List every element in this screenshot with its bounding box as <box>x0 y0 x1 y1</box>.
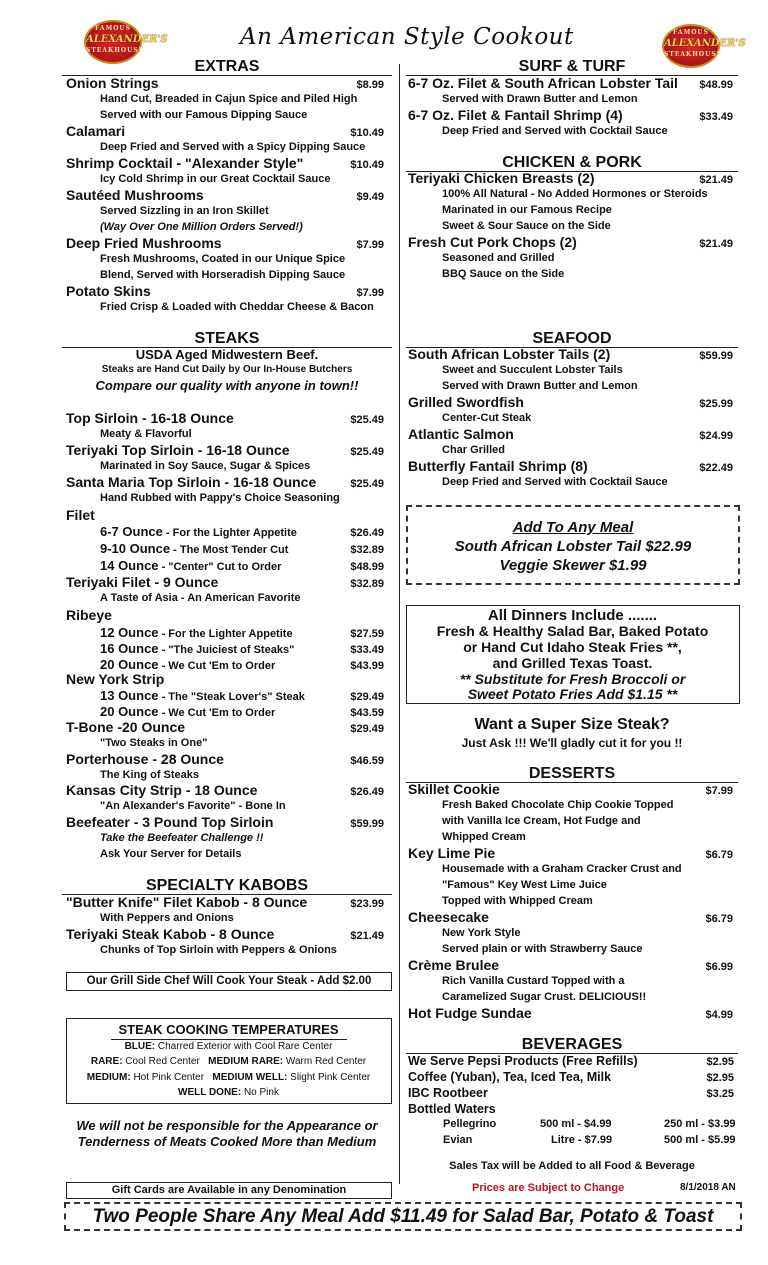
size-note: - For the Lighter Appetite <box>158 628 293 640</box>
add-to-meal-lobster: South African Lobster Tail $22.99 <box>454 538 692 555</box>
item-name: Grilled Swordfish <box>408 394 524 410</box>
item-desc: 100% All Natural - No Added Hormones or Steroids <box>442 188 708 200</box>
item-desc: Housemade with a Graham Cracker Crust and <box>442 863 682 875</box>
item-name: Potato Skins <box>66 283 151 299</box>
item-name: Onion Strings <box>66 75 159 91</box>
item-name: We Serve Pepsi Products (Free Refills) <box>408 1054 638 1068</box>
item-price: $27.59 <box>350 628 384 640</box>
item-price: $26.49 <box>350 786 384 798</box>
temp-label: MEDIUM: <box>86 1072 131 1083</box>
item-price: $33.49 <box>350 644 384 656</box>
super-size-sub: Just Ask !!! We'll gladly cut it for you !! <box>461 736 683 750</box>
dinners-line: or Hand Cut Idaho Steak Fries **, <box>463 639 682 655</box>
steak-item <box>66 782 384 798</box>
item-desc: "An Alexander's Favorite" - Bone In <box>100 800 286 812</box>
seafood-item <box>408 394 733 410</box>
item-price: $33.49 <box>699 111 733 123</box>
size-label: 14 Ounce <box>100 558 159 573</box>
item-price: $25.49 <box>350 446 384 458</box>
item-desc: Served with our Famous Dipping Sauce <box>100 109 308 121</box>
page-title: An American Style Cookout <box>240 24 574 50</box>
item-name: 6-7 Oz. Filet & Fantail Shrimp (4) <box>408 107 623 123</box>
item-desc: Topped with Whipped Cream <box>442 895 593 907</box>
grill-note-box <box>66 972 392 991</box>
logo-name-text: ALEXANDER'S <box>86 34 168 45</box>
seafood-item <box>408 426 733 442</box>
item-desc: Seasoned and Grilled <box>442 252 555 264</box>
dinners-line: Fresh & Healthy Salad Bar, Baked Potato <box>436 623 709 639</box>
dinners-substitute: ** Substitute for Fresh Broccoli or <box>459 671 686 687</box>
item-name: Porterhouse - 28 Ounce <box>66 751 224 767</box>
temp-label: WELL DONE: <box>178 1087 242 1098</box>
item-name: Santa Maria Top Sirloin - 16-18 Ounce <box>66 474 317 490</box>
dinners-line: and Grilled Texas Toast. <box>492 655 653 671</box>
seafood-heading: SEAFOOD <box>532 330 612 347</box>
item-name: T-Bone -20 Ounce <box>66 719 186 735</box>
item-name: Top Sirloin - 16-18 Ounce <box>66 410 234 426</box>
item-desc: With Peppers and Onions <box>100 912 234 924</box>
item-desc: Sweet & Sour Sauce on the Side <box>442 220 611 232</box>
item-name: Calamari <box>66 123 126 139</box>
filet-size <box>100 557 384 575</box>
item-price: $59.99 <box>350 818 384 830</box>
extras-item <box>66 75 384 91</box>
prices-note: Prices are Subject to Change <box>472 1182 625 1194</box>
water-price: 500 ml - $5.99 <box>664 1134 736 1146</box>
item-desc: Whipped Cream <box>442 831 526 843</box>
item-name: South African Lobster Tails (2) <box>408 346 611 362</box>
extras-item <box>66 123 384 139</box>
dessert-item <box>408 909 733 925</box>
item-desc: Chunks of Top Sirloin with Peppers & Onions <box>100 944 337 956</box>
item-price: $25.49 <box>350 414 384 426</box>
temp-desc: Warm Red Center <box>283 1056 367 1067</box>
item-desc: Deep Fried and Served with a Spicy Dipping Sauce <box>100 141 366 153</box>
item-name: Kansas City Strip - 18 Ounce <box>66 782 258 798</box>
size-note: - "The Juiciest of Steaks" <box>158 644 295 656</box>
item-price: $24.99 <box>699 430 733 442</box>
steaks-heading: STEAKS <box>194 330 260 347</box>
temp-desc: No Pink <box>241 1087 279 1098</box>
dinners-include-box <box>406 605 740 704</box>
item-price: $9.49 <box>356 191 384 203</box>
temp-label: RARE: <box>90 1056 123 1067</box>
beverage-item <box>408 1054 734 1068</box>
item-price: $43.99 <box>350 660 384 672</box>
item-desc: Sweet and Succulent Lobster Tails <box>442 364 623 376</box>
size-label: 12 Ounce <box>100 625 159 640</box>
logo-bottom-text: STEAKHOUSE <box>86 47 145 54</box>
extras-heading: EXTRAS <box>194 58 260 75</box>
grill-note: Our Grill Side Chef Will Cook Your Steak - Add $2.00 <box>86 975 372 987</box>
item-desc: BBQ Sauce on the Side <box>442 268 565 280</box>
gift-card-box <box>66 1182 392 1199</box>
water-name: Pellegrino <box>443 1118 497 1130</box>
item-name: 6-7 Oz. Filet & South African Lobster Tail <box>408 75 678 91</box>
item-name: Beefeater - 3 Pound Top Sirloin <box>66 814 274 830</box>
item-price: $6.79 <box>705 849 733 861</box>
temps-heading: STEAK COOKING TEMPERATURES <box>118 1022 339 1037</box>
item-desc: Fresh Baked Chocolate Chip Cookie Topped <box>442 799 674 811</box>
size-note: - "Center" Cut to Order <box>158 561 282 573</box>
item-desc: Hand Rubbed with Pappy's Choice Seasoning <box>100 492 340 504</box>
item-price: $10.49 <box>350 127 384 139</box>
size-label: 16 Ounce <box>100 641 159 656</box>
item-name: Teriyaki Steak Kabob - 8 Ounce <box>66 926 275 942</box>
kabobs-heading: SPECIALTY KABOBS <box>145 877 309 894</box>
item-price: $32.89 <box>350 544 384 556</box>
disclaimer-line: We will not be responsible for the Appearance or <box>76 1118 378 1133</box>
item-desc: Rich Vanilla Custard Topped with a <box>442 975 625 987</box>
item-name: Skillet Cookie <box>408 781 500 797</box>
item-price: $21.49 <box>350 930 384 942</box>
item-desc: Caramelized Sugar Crust. DELICIOUS!! <box>442 991 647 1003</box>
item-price: $29.49 <box>350 691 384 703</box>
dinners-line: All Dinners Include ....... <box>487 607 658 624</box>
bottled-waters-heading: Bottled Waters <box>408 1102 496 1116</box>
item-price: $2.95 <box>706 1056 734 1068</box>
beverage-item <box>408 1070 734 1084</box>
item-desc: Char Grilled <box>442 444 505 456</box>
water-price: 250 ml - $3.99 <box>664 1118 736 1130</box>
item-desc: "Famous" Key West Lime Juice <box>442 879 607 891</box>
item-desc: Served Sizzling in an Iron Skillet <box>100 205 269 217</box>
logo-name-text: ALEXANDER'S <box>664 38 746 49</box>
item-desc: Served with Drawn Butter and Lemon <box>442 93 638 105</box>
kabob-item <box>66 894 384 910</box>
item-note: Take the Beefeater Challenge !! <box>100 832 264 844</box>
temps-box <box>66 1018 392 1104</box>
item-desc: Ask Your Server for Details <box>100 848 242 860</box>
temp-label: MEDIUM RARE: <box>208 1056 284 1067</box>
item-name: Crème Brulee <box>408 957 500 973</box>
steaks-intro-sub: Steaks are Hand Cut Daily by Our In-House Butchers <box>101 364 353 375</box>
steak-item <box>66 719 384 735</box>
item-price: $48.99 <box>350 561 384 573</box>
size-label: 6-7 Ounce <box>100 524 163 539</box>
size-note: - The "Steak Lover's" Steak <box>158 691 305 703</box>
item-price: $32.89 <box>350 578 384 590</box>
beverage-item <box>408 1086 734 1100</box>
size-label: 9-10 Ounce <box>100 541 171 556</box>
item-desc: Center-Cut Steak <box>442 412 532 424</box>
temp-blue <box>67 1041 390 1052</box>
size-note: - For the Lighter Appetite <box>162 527 297 539</box>
item-price: $21.49 <box>699 238 733 250</box>
logo-top-text: FAMOUS <box>673 29 709 36</box>
share-banner-text: Two People Share Any Meal Add $11.49 for Salad Bar, Potato & Toast <box>92 1206 714 1227</box>
item-price: $25.99 <box>699 398 733 410</box>
item-desc: New York Style <box>442 927 521 939</box>
extras-item <box>66 187 384 203</box>
add-to-meal-veggie: Veggie Skewer $1.99 <box>499 557 647 574</box>
seafood-item <box>408 458 733 474</box>
item-price: $7.99 <box>705 785 733 797</box>
temp-desc: Hot Pink Center <box>130 1072 205 1083</box>
dinners-substitute: Sweet Potato Fries Add $1.15 ** <box>467 686 678 702</box>
item-price: $48.99 <box>699 79 733 91</box>
water-price: 500 ml - $4.99 <box>540 1118 612 1130</box>
chicken-item <box>408 170 733 186</box>
temp-rare-mrare <box>67 1056 390 1067</box>
dessert-item <box>408 957 733 973</box>
item-name: Teriyaki Filet - 9 Ounce <box>66 574 219 590</box>
surf-turf-item <box>408 75 733 91</box>
temp-desc: Cool Red Center <box>122 1056 200 1067</box>
size-note: - We Cut 'Em to Order <box>158 660 276 672</box>
dessert-item <box>408 845 733 861</box>
steaks-intro: USDA Aged Midwestern Beef. <box>135 347 319 362</box>
temp-desc: Slight Pink Center <box>287 1072 371 1083</box>
item-desc: Hand Cut, Breaded in Cajun Spice and Piled High <box>100 93 358 105</box>
temp-label: BLUE: <box>124 1041 156 1052</box>
steak-item <box>66 474 384 490</box>
item-name: Cheesecake <box>408 909 489 925</box>
add-to-meal-title: Add To Any Meal <box>512 519 634 536</box>
filet-size <box>100 523 384 541</box>
item-price: $8.99 <box>356 79 384 91</box>
item-desc: Meaty & Flavorful <box>100 428 192 440</box>
steaks-tagline: Compare our quality with anyone in town!! <box>95 378 359 393</box>
item-desc: Fried Crisp & Loaded with Cheddar Cheese & Bacon <box>100 301 374 313</box>
item-price: $6.99 <box>705 961 733 973</box>
size-label: 20 Ounce <box>100 657 159 672</box>
item-name: Shrimp Cocktail - "Alexander Style" <box>66 155 304 171</box>
filet-size <box>100 540 384 558</box>
item-name: Fresh Cut Pork Chops (2) <box>408 234 577 250</box>
size-label: 20 Ounce <box>100 704 159 719</box>
steak-item <box>66 814 384 830</box>
item-price: $3.25 <box>706 1088 734 1100</box>
dessert-item <box>408 1005 733 1021</box>
item-price: $26.49 <box>350 527 384 539</box>
extras-item <box>66 235 384 251</box>
item-name: Sautéed Mushrooms <box>66 187 204 203</box>
item-desc: Fresh Mushrooms, Coated in our Unique Spice <box>100 253 346 265</box>
item-name: IBC Rootbeer <box>408 1086 488 1100</box>
extras-item <box>66 283 384 299</box>
gift-card-note: Gift Cards are Available in any Denomination <box>111 1184 347 1196</box>
column-divider <box>399 64 400 1184</box>
water-name: Evian <box>443 1134 473 1146</box>
item-price: $59.99 <box>699 350 733 362</box>
item-desc: Deep Fried and Served with Cocktail Sauce <box>442 476 668 488</box>
item-name: Teriyaki Chicken Breasts (2) <box>408 170 595 186</box>
item-desc: Deep Fried and Served with Cocktail Sauce <box>442 125 668 137</box>
item-desc: Marinated in Soy Sauce, Sugar & Spices <box>100 460 311 472</box>
temp-medium-mwell <box>67 1072 390 1083</box>
item-price: $43.59 <box>350 707 384 719</box>
item-price: $46.59 <box>350 755 384 767</box>
steak-item <box>66 574 384 590</box>
item-desc: Icy Cold Shrimp in our Great Cocktail Sauce <box>100 173 331 185</box>
item-desc: Served with Drawn Butter and Lemon <box>442 380 638 392</box>
seafood-item <box>408 346 733 362</box>
item-name: Key Lime Pie <box>408 845 496 861</box>
size-note: - We Cut 'Em to Order <box>158 707 276 719</box>
sales-tax-note: Sales Tax will be Added to all Food & Beverage <box>449 1160 695 1172</box>
item-name: Atlantic Salmon <box>408 426 514 442</box>
add-to-meal-box <box>406 505 740 585</box>
temp-desc: Charred Exterior with Cool Rare Center <box>155 1041 333 1052</box>
item-price: $10.49 <box>350 159 384 171</box>
item-price: $6.79 <box>705 913 733 925</box>
surf-turf-item <box>408 107 733 123</box>
item-desc: with Vanilla Ice Cream, Hot Fudge and <box>442 815 641 827</box>
steak-item <box>66 442 384 458</box>
chicken-pork-heading: CHICKEN & PORK <box>502 154 642 171</box>
item-desc: Served plain or with Strawberry Sauce <box>442 943 643 955</box>
steak-item <box>66 410 384 426</box>
logo-top-text: FAMOUS <box>95 25 131 32</box>
beverages-heading: BEVERAGES <box>521 1036 623 1053</box>
extras-item <box>66 155 384 171</box>
temps-rule <box>111 1039 347 1040</box>
share-banner <box>64 1202 742 1231</box>
item-price: $29.49 <box>350 723 384 735</box>
item-price: $23.99 <box>350 898 384 910</box>
surf-turf-heading: SURF & TURF <box>518 58 626 75</box>
dessert-item <box>408 781 733 797</box>
menu-date: 8/1/2018 AN <box>680 1182 736 1193</box>
item-desc: Marinated in our Famous Recipe <box>442 204 612 216</box>
item-desc: A Taste of Asia - An American Favorite <box>100 592 301 604</box>
item-name: Hot Fudge Sundae <box>408 1005 532 1021</box>
item-price: $4.99 <box>705 1009 733 1021</box>
item-price: $21.49 <box>699 174 733 186</box>
desserts-heading: DESSERTS <box>528 765 616 782</box>
item-price: $25.49 <box>350 478 384 490</box>
item-note: (Way Over One Million Orders Served!) <box>100 221 303 233</box>
item-desc: "Two Steaks in One" <box>100 737 208 749</box>
item-name: "Butter Knife" Filet Kabob - 8 Ounce <box>66 894 308 910</box>
item-name: Coffee (Yuban), Tea, Iced Tea, Milk <box>408 1070 612 1084</box>
steak-item <box>66 751 384 767</box>
disclaimer-line: Tenderness of Meats Cooked More than Medium <box>77 1134 377 1149</box>
water-price: Litre - $7.99 <box>551 1134 613 1146</box>
temp-well <box>67 1087 390 1098</box>
item-price: $7.99 <box>356 239 384 251</box>
item-price: $7.99 <box>356 287 384 299</box>
item-price: $22.49 <box>699 462 733 474</box>
temp-label: MEDIUM WELL: <box>212 1072 288 1083</box>
size-note: - The Most Tender Cut <box>170 544 289 556</box>
size-label: 13 Ounce <box>100 688 159 703</box>
item-desc: Blend, Served with Horseradish Dipping Sauce <box>100 269 346 281</box>
kabob-item <box>66 926 384 942</box>
super-size-title: Want a Super Size Steak? <box>474 716 670 733</box>
item-name: Teriyaki Top Sirloin - 16-18 Ounce <box>66 442 290 458</box>
ribeye-heading: Ribeye <box>66 607 112 623</box>
filet-heading: Filet <box>66 507 95 523</box>
item-name: Deep Fried Mushrooms <box>66 235 222 251</box>
item-name: Butterfly Fantail Shrimp (8) <box>408 458 588 474</box>
item-price: $2.95 <box>706 1072 734 1084</box>
logo-bottom-text: STEAKHOUSE <box>664 51 723 58</box>
item-desc: The King of Steaks <box>100 769 200 781</box>
pork-item <box>408 234 733 250</box>
ny-strip-heading: New York Strip <box>66 671 165 687</box>
